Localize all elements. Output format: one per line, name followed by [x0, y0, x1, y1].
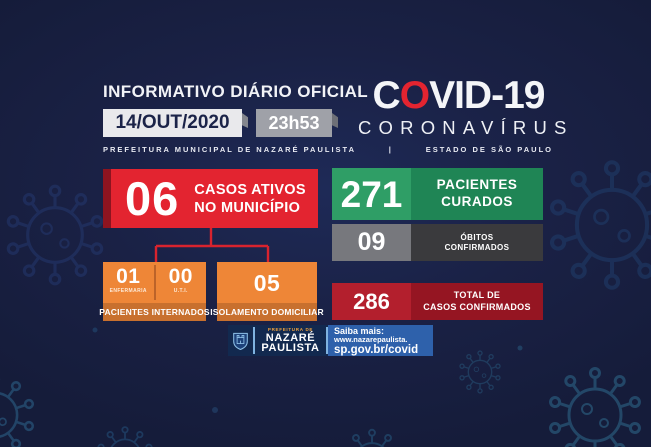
date-value: 14/OUT/2020 — [115, 112, 230, 133]
hospitalized-counts — [103, 262, 206, 303]
subheader-prefeitura: PREFEITURA MUNICIPAL DE NAZARÉ PAULISTA — [103, 145, 357, 154]
active-cases-label — [194, 181, 306, 217]
total-cases-label-line2: CASOS CONFIRMADOS — [423, 301, 531, 312]
active-cases-box — [103, 169, 318, 228]
recovered-label-line1: PACIENTES — [436, 177, 518, 193]
total-cases-label — [411, 283, 543, 320]
ward-label: ENFERMARIA — [109, 288, 147, 294]
city-logo-nazare: NAZARÉ — [265, 331, 316, 344]
recovered-box — [332, 168, 543, 220]
recovered-label-line2: CURADOS — [441, 194, 513, 209]
active-cases-value: 06 — [125, 172, 180, 225]
website-url-line2: sp.gov.br/covid — [334, 343, 419, 356]
icu-label: U.T.I. — [173, 288, 188, 294]
deaths-box — [332, 224, 543, 261]
home-isolation-box — [210, 262, 324, 321]
covid19-logo-subtitle: CORONAVÍRUS — [358, 117, 574, 138]
ward-value: 01 — [116, 265, 141, 288]
subheader — [103, 145, 553, 154]
bulletin-title: INFORMATIVO DIÁRIO OFICIAL — [103, 82, 369, 101]
active-cases-label-line2: NO MUNICÍPIO — [194, 199, 301, 216]
deaths-label-line2: CONFIRMADOS — [444, 242, 510, 252]
home-isolation-value: 05 — [253, 270, 281, 296]
hospitalized-caption: PACIENTES INTERNADOS — [103, 303, 206, 321]
covid19-logo — [358, 74, 574, 138]
deaths-value: 09 — [332, 224, 411, 261]
hospitalized-box — [99, 262, 210, 321]
footer-link-panel — [328, 325, 433, 356]
more-info-label: Saiba mais: — [334, 326, 385, 336]
icu-value: 00 — [168, 265, 193, 288]
logo-red-o: O — [399, 74, 430, 117]
city-logo-paulista: PAULISTA — [261, 342, 320, 354]
logo-text-vid19: VID-19 — [429, 74, 545, 117]
home-isolation-cell — [217, 262, 317, 303]
active-cases-label-line1: CASOS ATIVOS — [194, 181, 306, 198]
total-cases-box — [332, 283, 543, 320]
icu-cell — [156, 262, 207, 303]
home-isolation-count — [217, 262, 317, 303]
deaths-label-line1: ÓBITOS — [460, 232, 494, 242]
subheader-estado: ESTADO DE SÃO PAULO — [425, 145, 553, 154]
ward-cell — [103, 262, 154, 303]
time-badge — [256, 109, 332, 137]
total-cases-label-line1: TOTAL DE — [453, 290, 501, 301]
time-value: 23h53 — [268, 112, 320, 133]
city-logo — [255, 325, 326, 356]
date-badge — [103, 109, 242, 137]
logo-text-c: C — [372, 74, 400, 117]
recovered-label — [411, 168, 543, 220]
home-isolation-caption: ISOLAMENTO DOMICILIAR — [217, 303, 317, 321]
coat-of-arms-icon — [228, 325, 253, 356]
subheader-separator: | — [388, 145, 393, 154]
website-url-line1: www.nazarepaulista. — [334, 335, 408, 344]
box-edge-strip — [103, 169, 111, 228]
total-cases-value: 286 — [332, 283, 411, 320]
recovered-value: 271 — [332, 168, 411, 220]
city-logo-prefeitura: PREFEITURA DE — [267, 327, 314, 332]
deaths-label — [411, 224, 543, 261]
covid19-logo-title — [358, 76, 559, 115]
footer-bar — [228, 325, 433, 356]
